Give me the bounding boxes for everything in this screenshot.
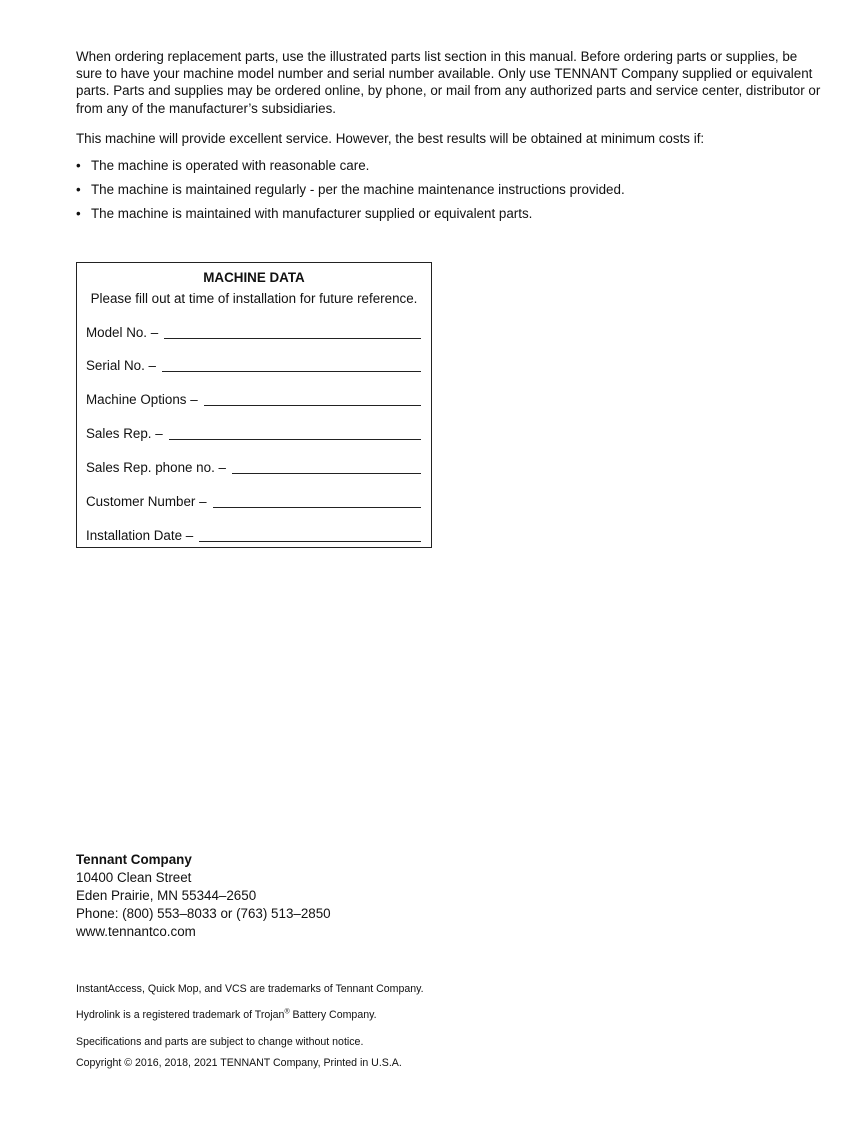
company-street: 10400 Clean Street <box>76 870 192 885</box>
sales-rep-phone-label: Sales Rep. phone no. – <box>86 460 226 475</box>
service-conditions-list <box>76 157 826 229</box>
machine-options-label: Machine Options – <box>86 392 198 407</box>
model-number-label: Model No. – <box>86 325 159 340</box>
bullet-icon: • <box>76 181 81 197</box>
installation-date-label: Installation Date – <box>86 528 194 543</box>
list-item-text: The machine is maintained with manufacturer supplied or equivalent parts. <box>91 205 533 221</box>
list-item <box>76 181 826 198</box>
list-item-text: The machine is operated with reasonable care. <box>91 158 370 173</box>
company-phone: Phone: (800) 553–8033 or (763) 513–2850 <box>76 906 331 921</box>
serial-number-field <box>86 355 421 373</box>
company-city: Eden Prairie, MN 55344–2650 <box>76 888 257 903</box>
list-item <box>76 205 826 222</box>
company-address-block <box>76 851 331 941</box>
company-name: Tennant Company <box>76 852 192 867</box>
sales-rep-phone-input-line[interactable] <box>232 459 421 474</box>
list-item-text: The machine is maintained regularly - per the machine maintenance instructions provided. <box>91 181 625 197</box>
installation-date-field <box>86 525 421 543</box>
company-website: www.tennantco.com <box>76 924 196 939</box>
machine-data-subtitle: Please fill out at time of installation for future reference. <box>90 291 418 306</box>
intro-paragraph: When ordering replacement parts, use the illustrated parts list section in this manual. Before ordering parts or supplies, be sure to have your machine model number and serial number available. Only use TENNANT Company supplied or equivalent parts. Parts and supplies may be ordered online, by phone, or mail from any authorized parts and service center, distributor or from any of the manufacturer’s subsidiaries. <box>76 49 821 116</box>
sales-rep-label: Sales Rep. – <box>86 426 163 441</box>
machine-data-form <box>76 262 432 548</box>
service-lead-text: This machine will provide excellent service. However, the best results will be obtained at minimum costs if: <box>76 131 705 146</box>
customer-number-input-line[interactable] <box>213 493 421 508</box>
hydrolink-notice <box>76 1009 377 1022</box>
sales-rep-field <box>86 423 421 441</box>
customer-number-label: Customer Number – <box>86 494 207 509</box>
bullet-icon: • <box>76 158 81 173</box>
registered-mark: ® <box>284 1008 290 1016</box>
machine-data-title: MACHINE DATA <box>203 270 305 285</box>
list-item <box>76 157 826 174</box>
sales-rep-phone-field <box>86 457 421 475</box>
specifications-notice: Specifications and parts are subject to change without notice. <box>76 1036 364 1048</box>
hydrolink-text-end: Battery Company. <box>289 1009 377 1021</box>
serial-number-label: Serial No. – <box>86 358 156 373</box>
trademark-notice: InstantAccess, Quick Mop, and VCS are trademarks of Tennant Company. <box>76 983 424 995</box>
copyright-notice: Copyright © 2016, 2018, 2021 TENNANT Company, Printed in U.S.A. <box>76 1057 402 1069</box>
sales-rep-input-line[interactable] <box>169 425 421 440</box>
machine-options-field <box>86 389 421 407</box>
bullet-icon: • <box>76 205 81 221</box>
customer-number-field <box>86 491 421 509</box>
serial-number-input-line[interactable] <box>162 357 421 372</box>
installation-date-input-line[interactable] <box>199 527 421 542</box>
model-number-input-line[interactable] <box>164 324 421 339</box>
hydrolink-text: Hydrolink is a registered trademark of Trojan <box>76 1009 285 1021</box>
machine-options-input-line[interactable] <box>204 391 421 406</box>
model-number-field <box>86 322 421 340</box>
